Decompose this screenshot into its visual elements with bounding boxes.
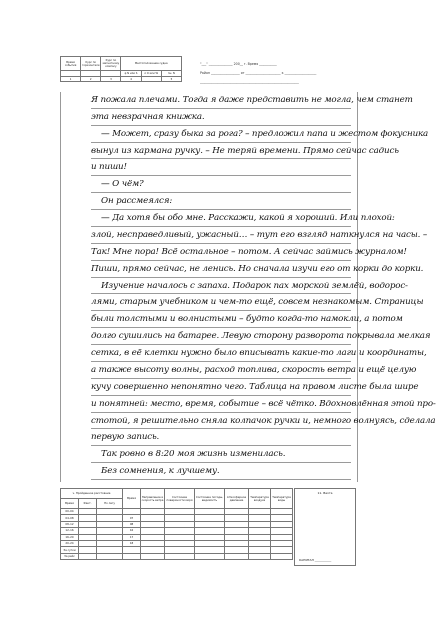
table-cell: 07 bbox=[123, 515, 141, 521]
table-cell bbox=[165, 553, 195, 559]
bottom-header: Состояние погоды, видимость bbox=[195, 489, 225, 509]
ruled-text-area bbox=[60, 92, 436, 482]
table-cell bbox=[195, 553, 225, 559]
header-num: 3 bbox=[101, 77, 121, 82]
header-subcell: пн. N bbox=[161, 71, 181, 77]
table-cell: За сутки bbox=[61, 547, 79, 553]
bottom-header: Атмосферное давление bbox=[225, 489, 249, 509]
bottom-header: Температура воздуха bbox=[249, 489, 271, 509]
header-num bbox=[141, 77, 161, 82]
text-line: — Может, сразу быка за рога? – предложил папа и жестом фокусника bbox=[91, 126, 351, 143]
header-cell: Курс по горизонтали bbox=[81, 57, 101, 71]
table-cell bbox=[123, 553, 141, 559]
bottom-header: Состояние поверхности моря bbox=[165, 489, 195, 509]
table-cell: 18 bbox=[123, 540, 141, 546]
header-table bbox=[60, 56, 182, 82]
header-table-area bbox=[60, 56, 356, 92]
bottom-subheader: Факт. bbox=[79, 499, 97, 509]
header-cell: Местоположение судна bbox=[121, 57, 182, 71]
table-row bbox=[61, 553, 293, 559]
header-num: 2 bbox=[81, 77, 101, 82]
text-line: Изучение началось с запаха. Подарок пах морской землёй, водорос- bbox=[91, 278, 351, 295]
text-line: стотой, я решительно сняла колпачок ручки и, немного волнуясь, сделала bbox=[91, 413, 351, 430]
header-right-fields bbox=[200, 62, 356, 89]
text-line: вынул из кармана ручку. – Не теряй времени. Прямо сейчас садись bbox=[91, 143, 351, 160]
watch-box bbox=[294, 488, 356, 566]
header-cell: Время события bbox=[61, 57, 81, 71]
text-line: а также высоту волны, расход топлива, скорость ветра и ещё целую bbox=[91, 362, 351, 379]
header-right-line: Район __________________ от ______________________ к ____________________ bbox=[200, 71, 317, 75]
table-cell bbox=[97, 553, 123, 559]
text-line: были толстыми и волнистыми – будто когда-то намокли, а потом bbox=[91, 311, 351, 328]
header-num: 4 bbox=[121, 77, 141, 82]
text-line: Так! Мне пора! Всё остальное – потом. А сейчас займись журналом! bbox=[91, 244, 351, 261]
table-cell bbox=[271, 553, 293, 559]
text-line: — Да хотя бы обо мне. Расскажи, какой я хороший. Или плохой: bbox=[91, 210, 351, 227]
text-line: сетка, в её клетки нужно было вписывать какие-то лаги и координаты, bbox=[91, 345, 351, 362]
text-line: Он рассмеялся: bbox=[91, 193, 351, 210]
table-cell bbox=[141, 553, 165, 559]
logbook-page bbox=[60, 56, 436, 566]
table-cell bbox=[225, 553, 249, 559]
header-right-line: "___" _______________ 200__ г. Время ___________ bbox=[200, 62, 277, 66]
text-line: Так ровно в 8:20 моя жизнь изменилась. bbox=[91, 446, 351, 463]
text-line: — О чём? bbox=[91, 176, 351, 193]
table-cell: 12–16 bbox=[61, 528, 79, 534]
text-line: Я пожала плечами. Тогда я даже представить не могла, чем станет bbox=[91, 92, 351, 109]
header-num: 1 bbox=[61, 77, 81, 82]
table-cell: 17 bbox=[123, 534, 141, 540]
watch-title: 11. Вахта bbox=[317, 491, 333, 495]
bottom-header: Температура воды bbox=[271, 489, 293, 509]
header-right-line: ______________________________________________________________ bbox=[200, 80, 299, 84]
text-line: и пиши! bbox=[91, 159, 351, 176]
text-line: Без сомнения, к лучшему. bbox=[91, 463, 351, 480]
text-line: эта невзрачная книжка. bbox=[91, 109, 351, 126]
bottom-header: ч. Пройденное расстояние bbox=[61, 489, 123, 499]
text-line: и понятней: место, время, событие – всё чётко. Вдохновлённая этой про- bbox=[91, 396, 351, 413]
text-line: долго сушились на батарее. Левую сторону разворота покрывала мелкая bbox=[91, 328, 351, 345]
bottom-table bbox=[60, 488, 293, 560]
header-num: 5 bbox=[161, 77, 181, 82]
bottom-header: Направление и скорость ветра bbox=[141, 489, 165, 509]
text-line: Пиши, прямо сейчас, не ленись. Но сначала изучи его от корки до корки. bbox=[91, 261, 351, 278]
captain-signature-line: КАПИТАН ___________ bbox=[299, 558, 332, 562]
bottom-table-area bbox=[60, 488, 356, 570]
bottom-subheader: По лагу bbox=[97, 499, 123, 509]
table-cell: 08–12 bbox=[61, 521, 79, 527]
table-cell: 16–20 bbox=[61, 534, 79, 540]
header-subcell: λ O или W bbox=[141, 71, 161, 77]
text-line: кучу совершенно непонятно чего. Таблица на правом листе была шире bbox=[91, 379, 351, 396]
bottom-header: Время bbox=[123, 489, 141, 509]
header-subcell: φ N или S bbox=[121, 71, 141, 77]
text-line: злой, несправедливый, ужасный… – тут его взгляд наткнулся на часы. – bbox=[91, 227, 351, 244]
text-line: первую запись. bbox=[91, 429, 351, 446]
bottom-subheader: Время bbox=[61, 499, 79, 509]
table-cell: 04–08 bbox=[61, 515, 79, 521]
table-cell bbox=[249, 553, 271, 559]
text-line: лями, старым учебником и чем-то ещё, совсем незнакомым. Страницы bbox=[91, 294, 351, 311]
header-cell: Курс по магнитному компасу bbox=[101, 57, 121, 71]
table-cell: 20–24 bbox=[61, 540, 79, 546]
table-cell: 16 bbox=[123, 528, 141, 534]
table-cell: 08 bbox=[123, 521, 141, 527]
table-cell: За рейс bbox=[61, 553, 79, 559]
table-cell bbox=[79, 553, 97, 559]
table-cell: 00–04 bbox=[61, 509, 79, 515]
